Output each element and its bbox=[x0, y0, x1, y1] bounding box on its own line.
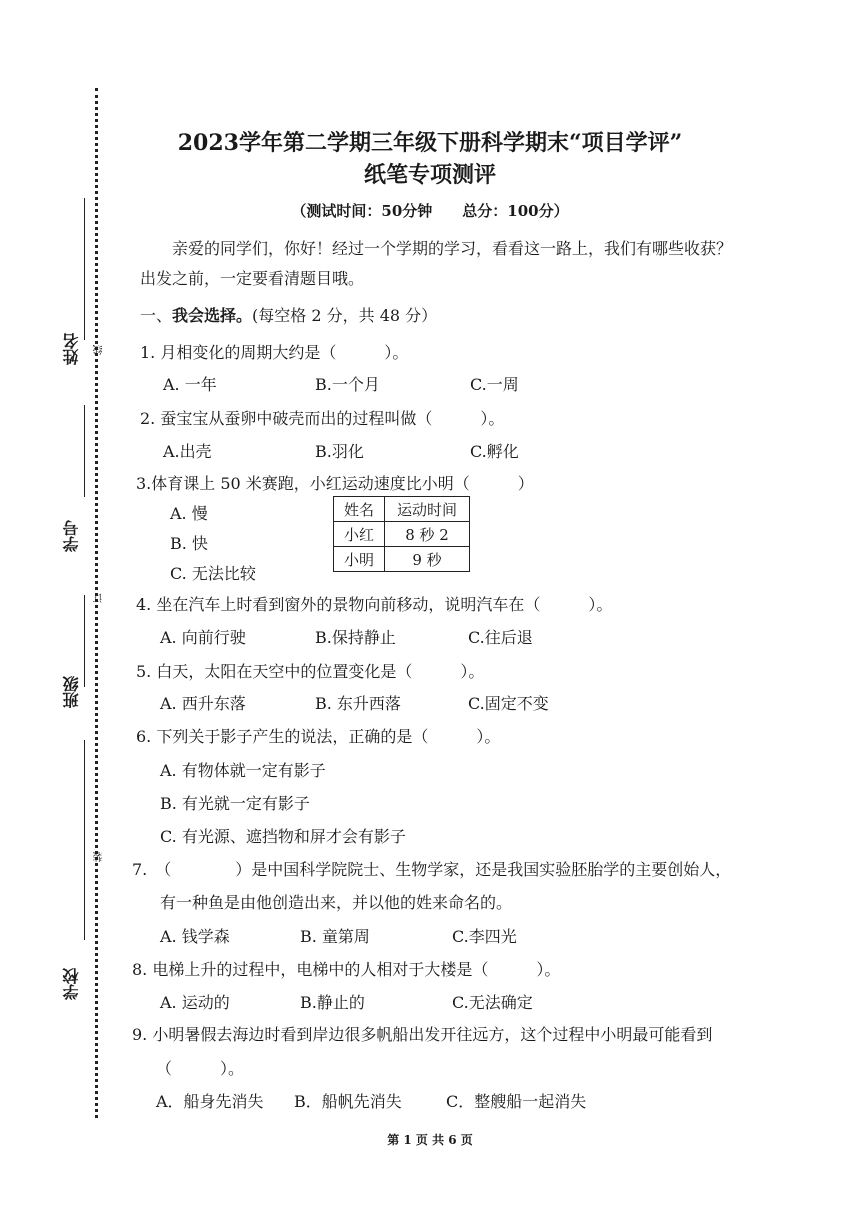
q7-option-b: B. 童第周 bbox=[300, 927, 370, 946]
school-fill-line bbox=[84, 740, 85, 940]
table-header-cell: 运动时间 bbox=[385, 497, 470, 522]
question-1-stem: 1. 月相变化的周期大约是（ ）。 bbox=[140, 343, 409, 362]
q7-option-c: C.李四光 bbox=[452, 927, 517, 946]
intro-line2: 出发之前，一定要看清题目哦。 bbox=[140, 269, 365, 288]
table-cell: 9 秒 bbox=[385, 547, 470, 572]
q5-option-b: B. 东升西落 bbox=[315, 694, 401, 713]
intro-line1: 亲爱的同学们，你好！经过一个学期的学习，看看这一路上，我们有哪些收获？ bbox=[172, 239, 733, 258]
question-9-stem-line1: 9. 小明暑假去海边时看到岸边很多帆船出发开往远方，这个过程中小明最可能看到 bbox=[132, 1025, 713, 1044]
table-row bbox=[334, 547, 470, 572]
question-4-stem: 4. 坐在汽车上时看到窗外的景物向前移动，说明汽车在（ ）。 bbox=[136, 595, 613, 614]
label-student-id: 学号 bbox=[62, 520, 81, 552]
q4-option-c: C.往后退 bbox=[468, 628, 533, 647]
exam-title-line1: 2023学年第二学期三年级下册科学期末“项目学评” bbox=[177, 130, 683, 156]
q4-option-a: A. 向前行驶 bbox=[160, 628, 246, 647]
question-2-stem: 2. 蚕宝宝从蚕卵中破壳而出的过程叫做（ ）。 bbox=[140, 409, 505, 428]
question-3-stem: 3.体育课上 50 米赛跑，小红运动速度比小明（ ） bbox=[136, 474, 534, 493]
q8-option-a: A. 运动的 bbox=[160, 993, 230, 1012]
q1-option-c: C.一周 bbox=[470, 375, 519, 394]
mark-zhuang: 装 bbox=[94, 852, 105, 862]
q5-option-a: A. 西升东落 bbox=[160, 694, 246, 713]
q9-option-b: B．船帆先消失 bbox=[294, 1092, 402, 1111]
q9-option-a: A．船身先消失 bbox=[156, 1092, 264, 1111]
q3-option-c: C. 无法比较 bbox=[170, 564, 256, 583]
q6-option-c: C. 有光源、遮挡物和屏才会有影子 bbox=[160, 827, 406, 846]
section-number: 一、 bbox=[140, 306, 173, 325]
table-cell: 小红 bbox=[334, 522, 385, 547]
mark-xian: 线 bbox=[94, 345, 105, 355]
question-5-stem: 5. 白天，太阳在天空中的位置变化是（ ）。 bbox=[136, 662, 485, 681]
question-6-stem: 6. 下列关于影子产生的说法，正确的是（ ）。 bbox=[136, 727, 501, 746]
question-9-stem-line2: （ ）。 bbox=[156, 1059, 245, 1078]
q6-option-a: A. 有物体就一定有影子 bbox=[160, 761, 326, 780]
q3-option-a: A. 慢 bbox=[170, 504, 208, 523]
page-number: 第 1 页 共 6 页 bbox=[387, 1133, 473, 1147]
q9-option-c: C．整艘船一起消失 bbox=[446, 1092, 587, 1111]
binding-dotted-line bbox=[95, 88, 98, 1118]
mark-ding: 订 bbox=[94, 593, 105, 603]
race-time-table bbox=[333, 496, 470, 572]
exam-meta: （测试时间：50分钟 总分：100分） bbox=[291, 202, 569, 220]
class-fill-line bbox=[84, 595, 85, 687]
q6-option-b: B. 有光就一定有影子 bbox=[160, 794, 310, 813]
question-8-stem: 8. 电梯上升的过程中，电梯中的人相对于大楼是（ ）。 bbox=[132, 960, 561, 979]
q8-option-b: B.静止的 bbox=[300, 993, 365, 1012]
label-class: 班级 bbox=[62, 676, 81, 708]
q3-option-b: B. 快 bbox=[170, 534, 208, 553]
q1-option-b: B.一个月 bbox=[315, 375, 380, 394]
q4-option-b: B.保持静止 bbox=[315, 628, 396, 647]
section-note: (每空格 2 分，共 48 分） bbox=[252, 306, 438, 325]
table-header-cell: 姓名 bbox=[334, 497, 385, 522]
table-row bbox=[334, 522, 470, 547]
label-school: 学校 bbox=[62, 968, 81, 1000]
student-id-fill-line bbox=[84, 405, 85, 497]
label-name: 姓名 bbox=[62, 333, 81, 365]
q2-option-c: C.孵化 bbox=[470, 442, 519, 461]
table-cell: 8 秒 2 bbox=[385, 522, 470, 547]
q7-option-a: A. 钱学森 bbox=[160, 927, 230, 946]
q5-option-c: C.固定不变 bbox=[468, 694, 549, 713]
q2-option-b: B.羽化 bbox=[315, 442, 364, 461]
question-7-stem-line1: 7. （ ）是中国科学院院士、生物学家，还是我国实验胚胎学的主要创始人， bbox=[132, 860, 732, 879]
section-title: 我会选择。 bbox=[172, 306, 253, 325]
q2-option-a: A.出壳 bbox=[163, 442, 212, 461]
table-cell: 小明 bbox=[334, 547, 385, 572]
exam-title-line2: 纸笔专项测评 bbox=[363, 162, 496, 188]
table-header-row bbox=[334, 497, 470, 522]
q1-option-a: A. 一年 bbox=[163, 375, 217, 394]
section-heading bbox=[140, 303, 437, 326]
question-7-stem-line2: 有一种鱼是由他创造出来，并以他的姓来命名的。 bbox=[160, 893, 513, 912]
q8-option-c: C.无法确定 bbox=[452, 993, 533, 1012]
